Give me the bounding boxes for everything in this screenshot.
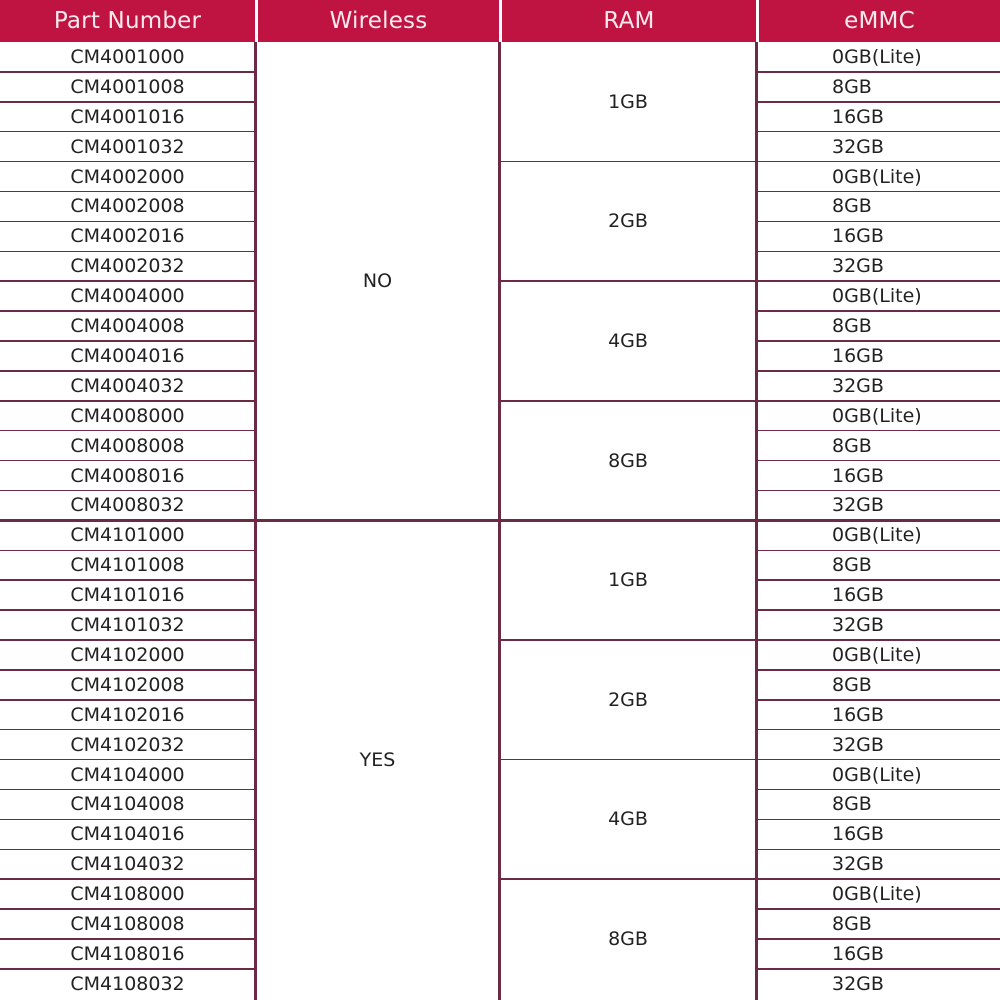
emmc-cell: 8GB: [832, 434, 872, 457]
emmc-cell: 16GB: [832, 823, 884, 846]
emmc-cell: 32GB: [832, 255, 884, 278]
emmc-cell: 16GB: [832, 464, 884, 487]
emmc-cell: 8GB: [832, 554, 872, 577]
header-emmc: eMMC: [759, 0, 1000, 42]
emmc-cell: 16GB: [832, 225, 884, 248]
ram-cell: 8GB: [608, 927, 648, 950]
part-number-cell: CM4104000: [70, 763, 185, 786]
part-number-cell: CM4004000: [70, 285, 185, 308]
emmc-cell: 0GB(Lite): [832, 643, 922, 666]
emmc-cell: 32GB: [832, 853, 884, 876]
emmc-cell: 8GB: [832, 793, 872, 816]
ram-cell: 2GB: [608, 688, 648, 711]
part-number-cell: CM4008016: [70, 464, 185, 487]
emmc-cell: 8GB: [832, 315, 872, 338]
part-number-cell: CM4008000: [70, 404, 185, 427]
emmc-cell: 16GB: [832, 703, 884, 726]
emmc-cell: 8GB: [832, 913, 872, 936]
part-number-cell: CM4002032: [70, 255, 185, 278]
emmc-cell: 32GB: [832, 614, 884, 637]
emmc-cell: 32GB: [832, 972, 884, 995]
part-number-cell: CM4102016: [70, 703, 185, 726]
emmc-cell: 8GB: [832, 195, 872, 218]
header-part-number: Part Number: [0, 0, 255, 42]
part-number-cell: CM4008032: [70, 494, 185, 517]
emmc-cell: 16GB: [832, 584, 884, 607]
emmc-cell: 0GB(Lite): [832, 763, 922, 786]
part-number-cell: CM4001032: [70, 135, 185, 158]
part-number-cell: CM4002016: [70, 225, 185, 248]
part-number-cell: CM4108016: [70, 942, 185, 965]
part-number-cell: CM4101032: [70, 614, 185, 637]
part-number-cell: CM4004008: [70, 315, 185, 338]
part-number-cell: CM4108000: [70, 883, 185, 906]
part-number-cell: CM4102032: [70, 733, 185, 756]
emmc-cell: 16GB: [832, 105, 884, 128]
part-number-cell: CM4108032: [70, 972, 185, 995]
emmc-cell: 32GB: [832, 494, 884, 517]
part-number-cell: CM4102000: [70, 643, 185, 666]
part-number-cell: CM4101016: [70, 584, 185, 607]
emmc-cell: 16GB: [832, 344, 884, 367]
emmc-cell: 16GB: [832, 942, 884, 965]
part-number-cell: CM4004016: [70, 344, 185, 367]
emmc-cell: 0GB(Lite): [832, 883, 922, 906]
part-number-cell: CM4104008: [70, 793, 185, 816]
ram-cell: 8GB: [608, 449, 648, 472]
part-number-cell: CM4108008: [70, 913, 185, 936]
emmc-cell: 0GB(Lite): [832, 285, 922, 308]
emmc-cell: 8GB: [832, 673, 872, 696]
part-number-cell: CM4001000: [70, 45, 185, 68]
header-ram: RAM: [502, 0, 756, 42]
emmc-cell: 8GB: [832, 75, 872, 98]
header-wireless: Wireless: [258, 0, 499, 42]
part-number-cell: CM4002008: [70, 195, 185, 218]
part-number-cell: CM4002000: [70, 165, 185, 188]
part-number-cell: CM4101000: [70, 524, 185, 547]
ram-cell: 4GB: [608, 329, 648, 352]
emmc-cell: 0GB(Lite): [832, 524, 922, 547]
emmc-cell: 0GB(Lite): [832, 165, 922, 188]
ram-cell: 1GB: [608, 90, 648, 113]
part-number-cell: CM4104032: [70, 853, 185, 876]
part-number-cell: CM4104016: [70, 823, 185, 846]
emmc-cell: 0GB(Lite): [832, 404, 922, 427]
ram-cell: 1GB: [608, 569, 648, 592]
part-number-cell: CM4101008: [70, 554, 185, 577]
part-number-cell: CM4001016: [70, 105, 185, 128]
ram-cell: 4GB: [608, 808, 648, 831]
part-number-cell: CM4001008: [70, 75, 185, 98]
emmc-cell: 32GB: [832, 733, 884, 756]
emmc-cell: 32GB: [832, 374, 884, 397]
wireless-cell: YES: [359, 748, 396, 771]
emmc-cell: 32GB: [832, 135, 884, 158]
part-number-cell: CM4102008: [70, 673, 185, 696]
part-number-cell: CM4008008: [70, 434, 185, 457]
ram-cell: 2GB: [608, 210, 648, 233]
emmc-cell: 0GB(Lite): [832, 45, 922, 68]
wireless-cell: NO: [362, 270, 393, 293]
part-number-cell: CM4004032: [70, 374, 185, 397]
